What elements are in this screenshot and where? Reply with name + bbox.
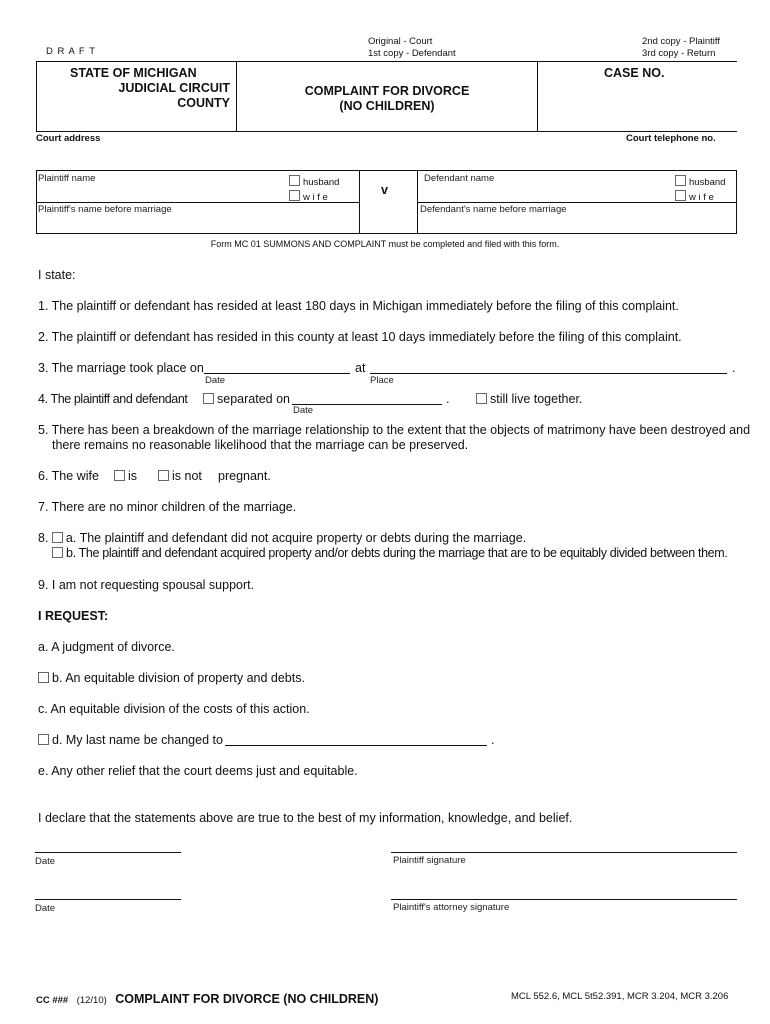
parties-top-rule bbox=[36, 170, 737, 171]
request-c: c. An equitable division of the costs of this action. bbox=[38, 702, 310, 716]
separated-checkbox[interactable] bbox=[203, 393, 214, 404]
item-8b: b. The plaintiff and defendant acquired property and/or debts during the marriage that are to be equitably divided between them. bbox=[52, 546, 727, 560]
date-1-field[interactable] bbox=[35, 852, 181, 853]
item-6-label: 6. The wife bbox=[38, 469, 99, 483]
live-together-checkbox[interactable] bbox=[476, 393, 487, 404]
i-state-label: I state: bbox=[38, 268, 76, 282]
court-address-label: Court address bbox=[36, 133, 101, 144]
date-1-caption: Date bbox=[35, 856, 56, 867]
item-1: 1. The plaintiff or defendant has resided at least 180 days in Michigan immediately before the filing of this complaint. bbox=[38, 299, 679, 313]
marriage-place-field[interactable] bbox=[370, 373, 727, 374]
item-8a-checkbox[interactable] bbox=[52, 532, 63, 543]
request-a: a. A judgment of divorce. bbox=[38, 640, 175, 654]
header-top-rule bbox=[36, 61, 737, 62]
marriage-date-field[interactable] bbox=[204, 373, 350, 374]
request-b: b. An equitable division of property and debts. bbox=[38, 671, 305, 685]
plaintiff-role-options: husband w i f e bbox=[289, 175, 339, 205]
item-3-at: at bbox=[355, 361, 366, 375]
item-4-period: . bbox=[446, 392, 450, 406]
item-6-is: is bbox=[114, 469, 137, 483]
defendant-prior-name-field[interactable]: Defendant's name before marriage bbox=[420, 204, 567, 215]
item-3-label: 3. The marriage took place on bbox=[38, 361, 204, 375]
request-heading: I REQUEST: bbox=[38, 609, 109, 623]
new-last-name-field[interactable] bbox=[225, 745, 487, 746]
item-6-suffix: pregnant. bbox=[218, 469, 271, 483]
court-jurisdiction: STATE OF MICHIGAN JUDICIAL CIRCUIT COUNTY bbox=[70, 66, 230, 110]
declaration-statement: I declare that the statements above are true to the best of my information, knowledge, and belief. bbox=[38, 811, 573, 825]
request-d-checkbox[interactable] bbox=[38, 734, 49, 745]
attorney-signature-caption: Plaintiff's attorney signature bbox=[393, 902, 510, 913]
plaintiff-signature-field[interactable] bbox=[391, 852, 737, 853]
plaintiff-husband-checkbox[interactable] bbox=[289, 175, 300, 186]
request-e: e. Any other relief that the court deems just and equitable. bbox=[38, 764, 358, 778]
item-6-isnot: is not bbox=[158, 469, 202, 483]
summons-notice: Form MC 01 SUMMONS AND COMPLAINT must be completed and filed with this form. bbox=[210, 239, 560, 249]
copy-distribution-right: 2nd copy - Plaintiff 3rd copy - Return bbox=[642, 36, 720, 59]
footer-form-id: CC ### (12/10) COMPLAINT FOR DIVORCE (NO CHILDREN) bbox=[36, 992, 379, 1006]
header-divider-2 bbox=[537, 61, 538, 131]
pregnant-isnot-checkbox[interactable] bbox=[158, 470, 169, 481]
footer-citations: MCL 552.6, MCL 5t52.391, MCR 3.204, MCR 3.206 bbox=[511, 991, 729, 1002]
defendant-wife-checkbox[interactable] bbox=[675, 190, 686, 201]
defendant-role-options: husband w i f e bbox=[675, 175, 725, 205]
form-title-box: COMPLAINT FOR DIVORCE (NO CHILDREN) bbox=[304, 84, 470, 113]
plaintiff-wife-checkbox[interactable] bbox=[289, 190, 300, 201]
date-2-field[interactable] bbox=[35, 899, 181, 900]
item-4-label: 4. The plaintiff and defendant bbox=[38, 392, 188, 406]
request-d-period: . bbox=[491, 733, 495, 747]
court-telephone-label: Court telephone no. bbox=[626, 133, 716, 144]
item-4-separated: separated on bbox=[203, 392, 290, 406]
item-3-period: . bbox=[732, 361, 736, 375]
header-left-rule bbox=[36, 61, 37, 131]
request-d: d. My last name be changed to bbox=[38, 733, 223, 747]
parties-bottom-rule bbox=[36, 233, 737, 234]
copy-distribution-center: Original - Court 1st copy - Defendant bbox=[368, 36, 456, 59]
defendant-husband-checkbox[interactable] bbox=[675, 175, 686, 186]
item-5-line-1: 5. There has been a breakdown of the marriage relationship to the extent that the objects of matrimony have been destroyed and bbox=[38, 423, 751, 437]
marriage-date-caption: Date bbox=[205, 375, 226, 386]
item-2: 2. The plaintiff or defendant has resided in this county at least 10 days immediately before the filing of this complaint. bbox=[38, 330, 682, 344]
item-7: 7. There are no minor children of the marriage. bbox=[38, 500, 297, 514]
pregnant-is-checkbox[interactable] bbox=[114, 470, 125, 481]
date-2-caption: Date bbox=[35, 903, 56, 914]
separation-date-caption: Date bbox=[293, 405, 314, 416]
item-4-together: still live together. bbox=[476, 392, 582, 406]
attorney-signature-field[interactable] bbox=[391, 899, 737, 900]
header-bottom-rule bbox=[36, 131, 737, 132]
defendant-name-field[interactable]: Defendant name bbox=[424, 173, 495, 184]
request-b-checkbox[interactable] bbox=[38, 672, 49, 683]
separation-date-field[interactable] bbox=[292, 404, 442, 405]
item-8b-checkbox[interactable] bbox=[52, 547, 63, 558]
versus-label: v bbox=[381, 183, 388, 197]
item-5-line-2: there remains no reasonable likelihood that the marriage can be preserved. bbox=[52, 438, 469, 452]
case-number-label: CASE NO. bbox=[604, 66, 665, 80]
marriage-place-caption: Place bbox=[370, 375, 394, 386]
plaintiff-name-field[interactable]: Plaintiff name bbox=[38, 173, 96, 184]
plaintiff-signature-caption: Plaintiff signature bbox=[393, 855, 466, 866]
item-8a: 8. a. The plaintiff and defendant did not acquire property or debts during the marriage. bbox=[38, 531, 527, 545]
item-9: 9. I am not requesting spousal support. bbox=[38, 578, 255, 592]
plaintiff-prior-name-field[interactable]: Plaintiff's name before marriage bbox=[38, 204, 172, 215]
draft-label: D R A F T bbox=[46, 46, 97, 57]
